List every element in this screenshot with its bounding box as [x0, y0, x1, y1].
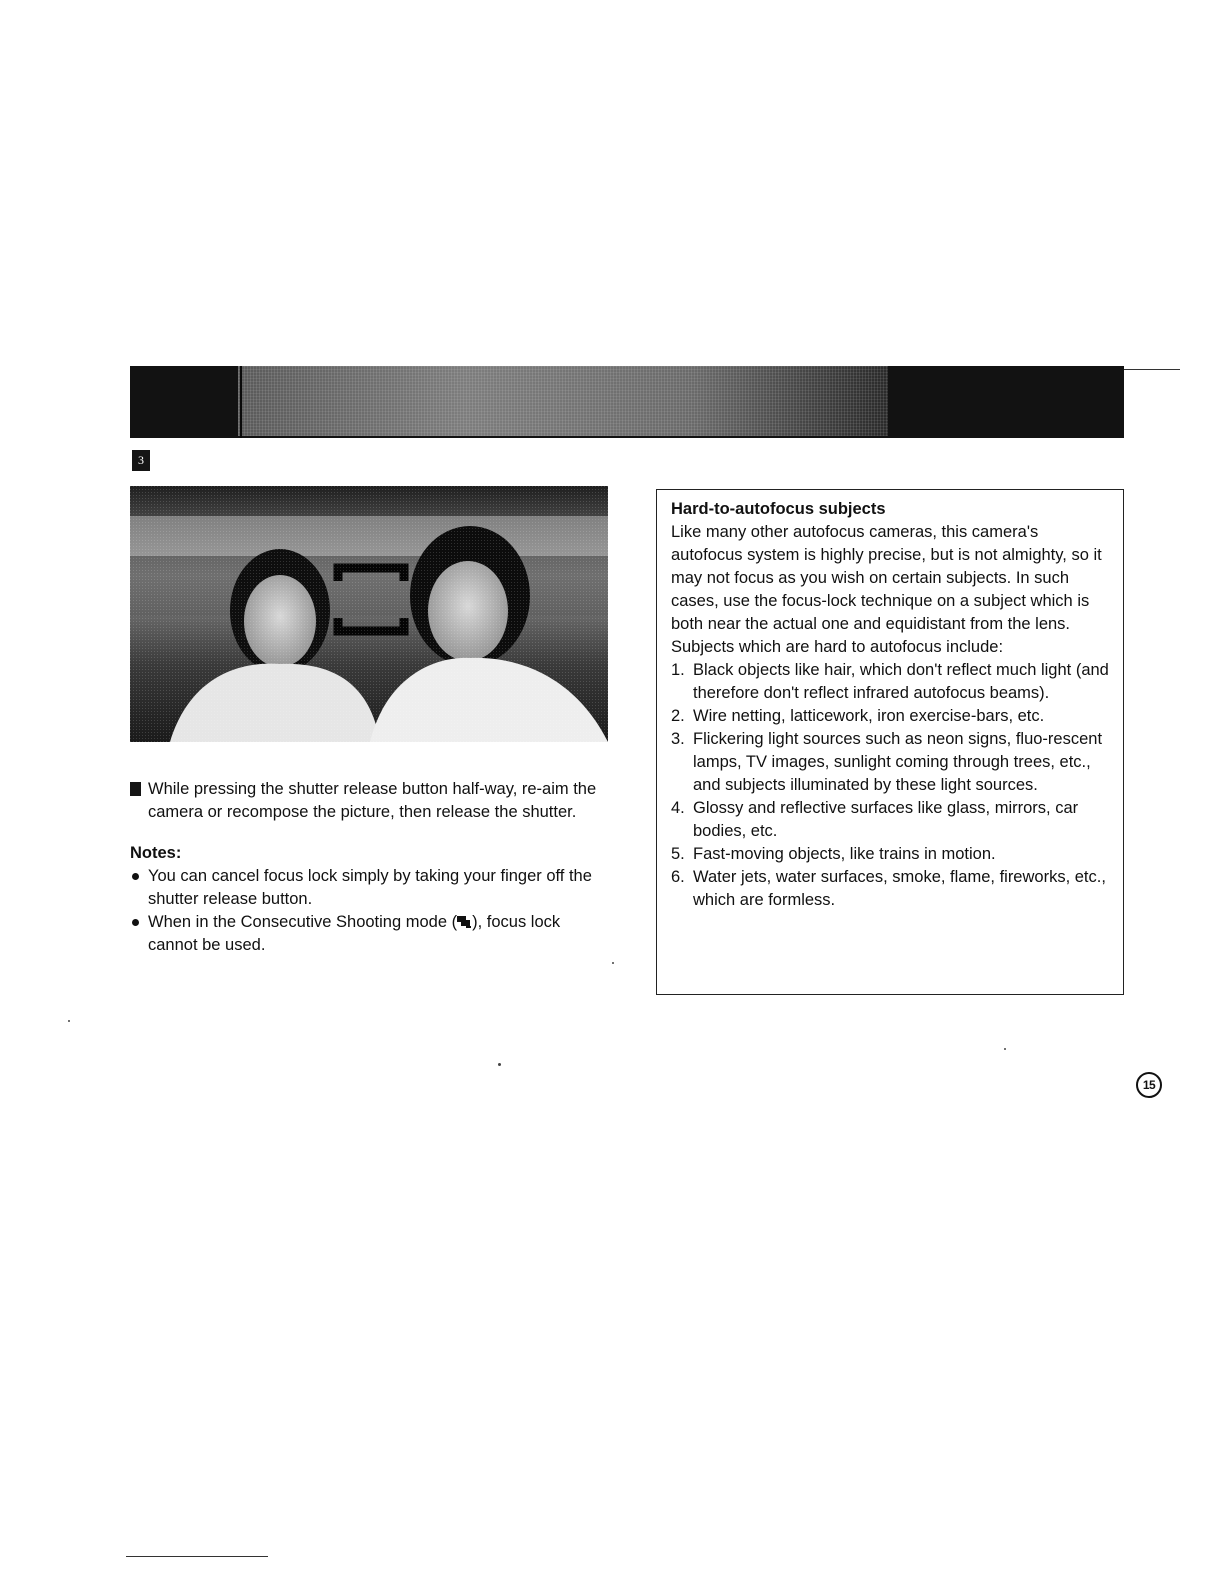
box-title: Hard-to-autofocus subjects [671, 500, 886, 518]
footer-rule [126, 1556, 268, 1557]
step-instruction [130, 778, 610, 824]
scan-speck [498, 1063, 501, 1066]
note-item [130, 911, 610, 957]
left-column [130, 778, 610, 957]
photo-illustration [130, 486, 608, 742]
hard-to-autofocus-box [656, 489, 1124, 995]
list-item: 4. Glossy and reflective surfaces like glass, mirrors, car bodies, etc. [671, 799, 1079, 840]
scan-speck [1004, 1048, 1006, 1050]
list-item: 3. Flickering light sources such as neon signs, fluo-rescent lamps, TV images, sunlight coming through trees, etc., and subjects illuminated by these light sources. [671, 730, 1103, 794]
scan-speck [612, 962, 614, 964]
list-item: 2. Wire netting, latticework, iron exercise-bars, etc. [671, 707, 1045, 725]
note-text: You can cancel focus lock simply by taking your finger off the shutter release button. [148, 867, 592, 908]
step-instruction-text: While pressing the shutter release button half-way, re-aim the camera or recompose the picture, then release the shutter. [148, 780, 597, 821]
list-item: 6. Water jets, water surfaces, smoke, flame, fireworks, etc., which are formless. [671, 868, 1106, 909]
photo-texture [130, 486, 608, 742]
note-text-before: When in the Consecutive Shooting mode ( [148, 913, 458, 931]
list-item: 1. Black objects like hair, which don't reflect much light (and therefore don't reflect infrared autofocus beams). [671, 661, 1109, 702]
notes-heading: Notes: [130, 844, 182, 862]
header-texture [238, 366, 888, 436]
page-number: 15 [1136, 1072, 1162, 1098]
consecutive-shooting-icon [457, 915, 472, 929]
example-photo [130, 486, 608, 742]
list-item: 5. Fast-moving objects, like trains in motion. [671, 845, 996, 863]
hard-subjects-list [671, 659, 1111, 912]
header-divider [240, 366, 242, 438]
box-list-intro: Subjects which are hard to autofocus include: [671, 638, 1004, 656]
box-intro: Like many other autofocus cameras, this camera's autofocus system is highly precise, but is not almighty, so it may not focus as you wish on certain subjects. In such cases, use the focus-lock technique on a subject which is both near the actual one and equidistant from the lens. [671, 523, 1102, 633]
step-marker-icon [130, 782, 141, 796]
header-rule [1124, 369, 1180, 370]
scan-speck [68, 1020, 70, 1022]
step-number-badge: 3 [132, 450, 150, 471]
note-item [130, 865, 610, 911]
section-header-bar [130, 366, 1124, 438]
note-text-after: ), focus lock cannot be used. [148, 913, 561, 954]
